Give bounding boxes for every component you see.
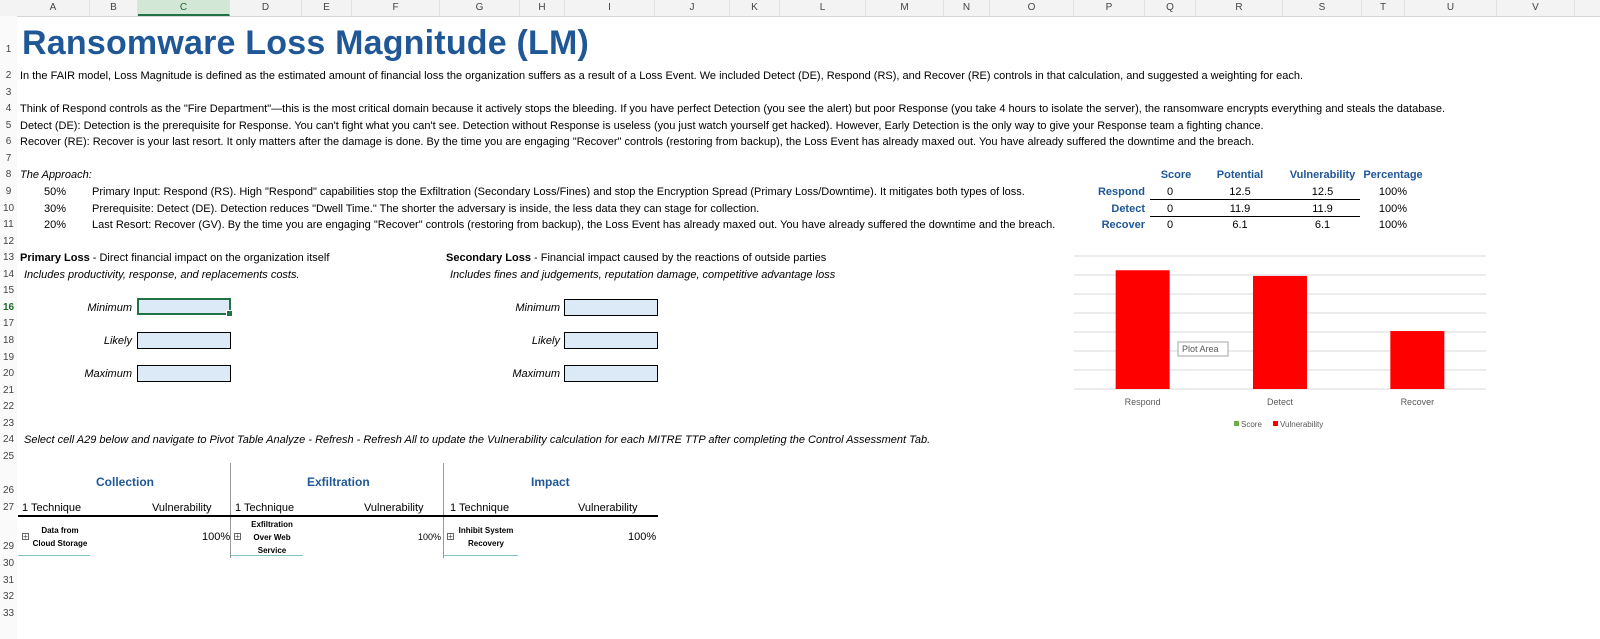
column-header-v[interactable]: V: [1497, 0, 1575, 16]
secondary-min-input[interactable]: [564, 299, 658, 316]
pivot-collection-heading: Collection: [96, 475, 155, 489]
row-header-20[interactable]: 20: [2, 368, 15, 379]
row-header-33[interactable]: 33: [2, 608, 15, 619]
chart-bar-recover: [1390, 331, 1444, 389]
column-header-d[interactable]: D: [230, 0, 302, 16]
row-header-24[interactable]: 24: [2, 434, 15, 445]
intro-text: In the FAIR model, Loss Magnitude is defined as the estimated amount of financial loss the organization suffers as a result of a Loss Event. We included Detect (DE), Respond (RS), and Recover (RE) controls in that calculation, and suggested a weighting for each.: [20, 70, 1304, 82]
respond-percentage: 100%: [1378, 186, 1408, 198]
recover-paragraph: Recover (RE): Recover is your last resort. It only matters after the damage is done. By the time you are engaging "Recover" controls (restoring from backup), the Loss Event has already maxed out. You have already suffered the downtime and the breach.: [20, 136, 1255, 148]
pivot-header-border: [18, 515, 658, 517]
pivot-collection-expand-icon[interactable]: +: [23, 532, 28, 541]
row-header-6[interactable]: 6: [5, 136, 12, 147]
column-header-p[interactable]: P: [1074, 0, 1145, 16]
respond-label: Respond: [1097, 186, 1145, 198]
column-header-h[interactable]: H: [520, 0, 565, 16]
column-header-j[interactable]: J: [655, 0, 730, 16]
row-header-21[interactable]: 21: [2, 385, 15, 396]
recover-percentage: 100%: [1378, 219, 1408, 231]
row-header-31[interactable]: 31: [2, 575, 15, 586]
row-header-5[interactable]: 5: [5, 120, 12, 131]
row-header-4[interactable]: 4: [5, 103, 12, 114]
column-header-e[interactable]: E: [302, 0, 352, 16]
approach-pct-2: 30%: [44, 203, 67, 215]
row-header-7[interactable]: 7: [5, 153, 12, 164]
tech-line: Service: [257, 546, 287, 555]
pivot-exfiltration-count[interactable]: 1 Technique: [235, 502, 295, 514]
secondary-likely-label: Likely: [531, 335, 560, 347]
legend-entry-score: Score: [1241, 420, 1262, 429]
respond-vulnerability: 12.5: [1311, 186, 1334, 198]
recover-vulnerability: 6.1: [1314, 219, 1331, 231]
legend-entry-vulnerability: Vulnerability: [1280, 420, 1324, 429]
row-header-13[interactable]: 13: [2, 252, 15, 263]
detect-paragraph: Detect (DE): Detection is the prerequisite for Response. You can't fight what you can't see. Detection without Response is useless (you just watch yourself get hacked). However, Early Detection is the only way to give your Response team a fighting chance.: [20, 120, 1264, 132]
tech-line: Exfiltration: [251, 520, 293, 529]
pivot-row-border: [444, 555, 518, 556]
column-header-u[interactable]: U: [1405, 0, 1497, 16]
primary-loss-heading: [20, 252, 329, 264]
pivot-impact-expand-icon[interactable]: +: [448, 532, 453, 541]
chart-category-label: Respond: [1124, 397, 1161, 407]
score-header: Score: [1160, 169, 1192, 181]
detect-percentage: 100%: [1378, 203, 1408, 215]
row-header-26[interactable]: 26: [2, 485, 15, 496]
detect-potential: 11.9: [1229, 203, 1251, 215]
row-header-27[interactable]: 27: [2, 502, 15, 513]
secondary-loss-desc: - Financial impact caused by the reactions of outside parties: [530, 252, 827, 264]
column-header-i[interactable]: I: [565, 0, 655, 16]
pivot-collection-value: 100%: [202, 531, 231, 543]
row-header-22[interactable]: 22: [2, 401, 15, 412]
row-header-16[interactable]: 16: [2, 302, 15, 313]
pivot-divider: [443, 463, 444, 558]
column-header-c[interactable]: C: [138, 0, 230, 16]
tech-line: Recovery: [467, 539, 505, 548]
detect-label: Detect: [1111, 203, 1145, 215]
column-header-bar: [0, 0, 1600, 17]
approach-pct-1: 50%: [44, 186, 67, 198]
pivot-impact-technique[interactable]: [454, 524, 518, 550]
pivot-exfiltration-value: 100%: [418, 532, 442, 542]
chart-category-label: Detect: [1266, 397, 1294, 407]
respond-row-border: [1150, 199, 1360, 200]
recover-score: 0: [1166, 219, 1174, 231]
vulnerability-chart[interactable]: [1074, 250, 1488, 440]
tech-line: Cloud Storage: [32, 539, 88, 548]
secondary-loss-title: Secondary Loss: [446, 252, 531, 264]
pivot-row-border: [18, 555, 90, 556]
secondary-max-input[interactable]: [564, 365, 658, 382]
approach-pct-3: 20%: [44, 219, 67, 231]
approach-text-1: Primary Input: Respond (RS). High "Respond" capabilities stop the Exfiltration (Secondary Loss/Fines) and stop the Encryption Spread (Primary Loss/Downtime). It mitigates both types of loss.: [92, 186, 1025, 198]
column-header-s[interactable]: S: [1283, 0, 1362, 16]
approach-text-2: Prerequisite: Detect (DE). Detection reduces "Dwell Time." The shorter the adversary is inside, the less data they can stage for collection.: [92, 203, 760, 215]
row-header-14[interactable]: 14: [2, 269, 15, 280]
row-header-32[interactable]: 32: [2, 591, 15, 602]
row-header-9[interactable]: 9: [5, 186, 12, 197]
refresh-instruction: Select cell A29 below and navigate to Pivot Table Analyze - Refresh - Refresh All to update the Vulnerability calculation for each MITRE TTP after completing the Control Assessment Tab.: [24, 434, 931, 446]
recover-label: Recover: [1101, 219, 1145, 231]
secondary-loss-sub: Includes fines and judgements, reputation damage, competitive advantage loss: [450, 269, 836, 281]
row-header-10[interactable]: 10: [2, 203, 15, 214]
sheet-title: Ransomware Loss Magnitude (LM): [22, 24, 590, 62]
chart-bar-detect: [1253, 276, 1307, 389]
row-header-3[interactable]: 3: [5, 87, 12, 98]
pivot-impact-heading: Impact: [531, 475, 570, 489]
primary-min-label: Minimum: [87, 302, 132, 314]
chart-bar-respond: [1116, 270, 1170, 389]
row-header-19[interactable]: 19: [2, 352, 15, 363]
column-header-n[interactable]: N: [944, 0, 990, 16]
row-header-2[interactable]: 2: [5, 70, 12, 81]
detect-vulnerability: 11.9: [1312, 203, 1333, 215]
primary-loss-desc: - Direct financial impact on the organization itself: [89, 252, 330, 264]
pivot-collection-vuln-header[interactable]: Vulnerability: [152, 502, 212, 514]
secondary-min-label: Minimum: [515, 302, 560, 314]
pivot-exfiltration-vuln-header[interactable]: Vulnerability: [364, 502, 424, 514]
primary-max-label: Maximum: [84, 368, 132, 380]
row-header-30[interactable]: 30: [2, 558, 15, 569]
pivot-exfiltration-technique[interactable]: [240, 518, 304, 557]
percentage-header: Percentage: [1363, 169, 1423, 181]
column-header-a[interactable]: A: [17, 0, 90, 16]
tech-line: Inhibit System: [458, 526, 514, 535]
row-header-11[interactable]: 11: [3, 219, 14, 230]
column-header-g[interactable]: G: [440, 0, 520, 16]
plot-area-tooltip-text: Plot Area: [1182, 344, 1219, 354]
column-header-k[interactable]: K: [730, 0, 780, 16]
pivot-exfiltration-expand-icon[interactable]: +: [235, 532, 240, 541]
secondary-likely-input[interactable]: [564, 332, 658, 349]
row-header-29[interactable]: 29: [2, 541, 15, 552]
row-header-15[interactable]: 15: [2, 285, 15, 296]
primary-loss-sub: Includes productivity, response, and replacements costs.: [24, 269, 300, 281]
row-header-23[interactable]: 23: [2, 418, 15, 429]
column-header-m[interactable]: M: [866, 0, 944, 16]
primary-loss-title: Primary Loss: [20, 252, 90, 264]
pivot-impact-value: 100%: [628, 531, 657, 543]
column-header-q[interactable]: Q: [1145, 0, 1196, 16]
row-header-1[interactable]: 1: [5, 44, 12, 55]
column-header-f[interactable]: F: [352, 0, 440, 16]
secondary-loss-heading: [446, 252, 826, 264]
approach-heading: The Approach:: [20, 169, 92, 181]
chart-category-label: Recover: [1400, 397, 1435, 407]
column-header-o[interactable]: O: [990, 0, 1074, 16]
column-header-b[interactable]: B: [90, 0, 138, 16]
primary-min-input[interactable]: [137, 298, 231, 315]
row-header-18[interactable]: 18: [2, 335, 15, 346]
potential-header: Potential: [1216, 169, 1264, 181]
primary-likely-input[interactable]: [137, 332, 231, 349]
vulnerability-header: Vulnerability: [1289, 169, 1356, 181]
pivot-impact-count[interactable]: 1 Technique: [450, 502, 510, 514]
pivot-impact-vuln-header[interactable]: Vulnerability: [578, 502, 638, 514]
primary-max-input[interactable]: [137, 365, 231, 382]
column-header-t[interactable]: T: [1362, 0, 1405, 16]
pivot-row-border: [231, 555, 303, 556]
row-header-12[interactable]: 12: [2, 236, 15, 247]
primary-likely-label: Likely: [103, 335, 132, 347]
column-header-r[interactable]: R: [1196, 0, 1283, 16]
respond-score: 0: [1166, 186, 1174, 198]
row-header-17[interactable]: 17: [2, 318, 15, 329]
column-header-l[interactable]: L: [780, 0, 866, 16]
pivot-collection-technique[interactable]: [28, 524, 92, 550]
approach-text-3: Last Resort: Recover (GV). By the time you are engaging "Recover" controls (restoring from backup), the Loss Event has already maxed out. You have already suffered the downtime and the breach.: [92, 219, 1056, 231]
row-header-bar: [0, 16, 17, 639]
tech-line: Over Web: [253, 533, 291, 542]
pivot-exfiltration-heading: Exfiltration: [307, 475, 370, 489]
respond-paragraph: Think of Respond controls as the "Fire Department"—this is the most critical domain because it actively stops the bleeding. If you have perfect Detection (you see the alert) but poor Response (you take 4 hours to isolate the server), the ransomware encrypts everything and steals the database.: [20, 103, 1446, 115]
row-header-8[interactable]: 8: [5, 169, 12, 180]
detect-score: 0: [1166, 203, 1174, 215]
pivot-collection-count[interactable]: 1 Technique: [22, 502, 82, 514]
detect-row-border: [1150, 216, 1360, 217]
recover-potential: 6.1: [1232, 219, 1248, 231]
secondary-max-label: Maximum: [512, 368, 560, 380]
row-header-25[interactable]: 25: [2, 451, 15, 462]
respond-potential: 12.5: [1229, 186, 1251, 198]
pivot-divider: [230, 463, 231, 558]
legend-swatch-vulnerability: [1273, 421, 1278, 426]
legend-swatch-score: [1234, 421, 1239, 426]
tech-line: Data from: [41, 526, 79, 535]
